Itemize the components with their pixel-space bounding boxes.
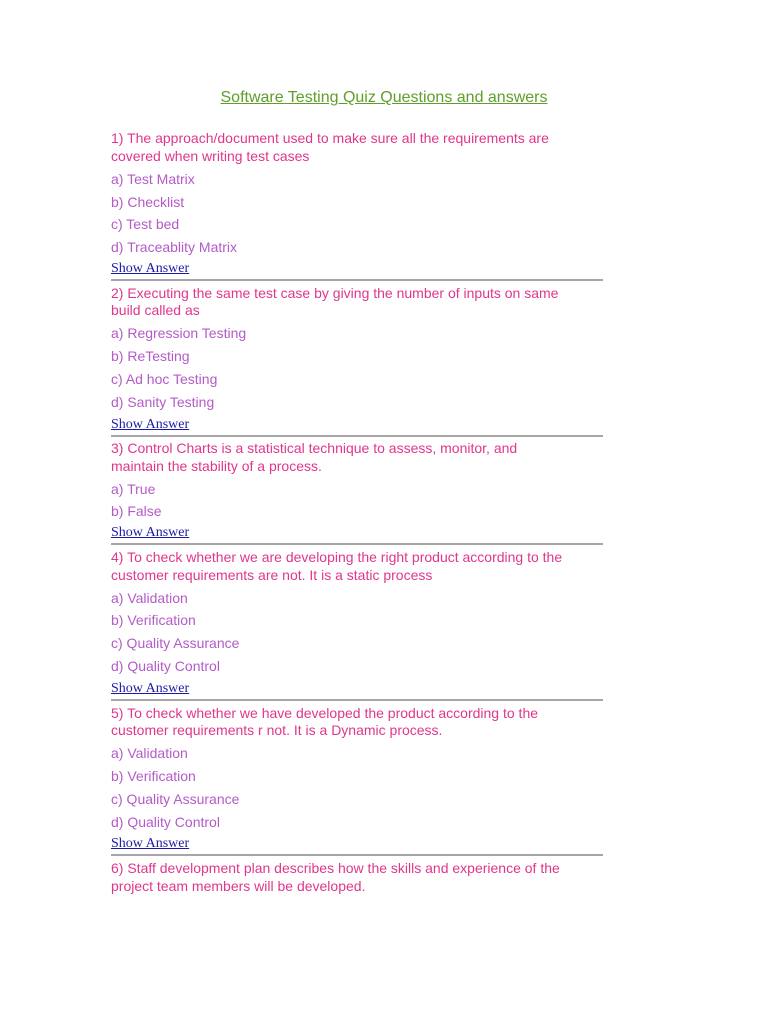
- question-2-option-b: b) ReTesting: [111, 348, 190, 364]
- question-5-option-d: d) Quality Control: [111, 814, 220, 830]
- question-1-text-line1: 1) The approach/document used to make sure all the requirements are: [111, 130, 549, 146]
- question-2-option-a: a) Regression Testing: [111, 325, 247, 341]
- question-3-option-a: a) True: [111, 481, 156, 497]
- question-5-option-b: b) Verification: [111, 768, 196, 784]
- question-5-text-line2: customer requirements r not. It is a Dynamic process.: [111, 722, 443, 738]
- question-3-text-line2: maintain the stability of a process.: [111, 458, 322, 474]
- question-2-text-line2: build called as: [111, 302, 200, 318]
- question-4-option-b: b) Verification: [111, 612, 196, 628]
- question-divider: [111, 279, 603, 281]
- question-4-option-a: a) Validation: [111, 590, 188, 606]
- question-2-option-d: d) Sanity Testing: [111, 394, 215, 410]
- question-5-text-line1: 5) To check whether we have developed the product according to the: [111, 705, 539, 721]
- question-1-text-line2: covered when writing test cases: [111, 148, 310, 164]
- question-4-text-line1: 4) To check whether we are developing the right product according to the: [111, 549, 563, 565]
- question-4-text-line2: customer requirements are not. It is a static process: [111, 567, 433, 583]
- question-5-option-a: a) Validation: [111, 745, 188, 761]
- question-4-option-c: c) Quality Assurance: [111, 635, 240, 651]
- question-divider: [111, 543, 603, 545]
- page-title: Software Testing Quiz Questions and answers: [220, 89, 548, 106]
- question-6-text-line2: project team members will be developed.: [111, 878, 366, 894]
- question-3-option-b: b) False: [111, 503, 162, 519]
- question-divider: [111, 854, 603, 856]
- show-answer-link-4[interactable]: Show Answer: [111, 681, 190, 696]
- question-3-text-line1: 3) Control Charts is a statistical technique to assess, monitor, and: [111, 440, 518, 456]
- question-divider: [111, 699, 603, 701]
- question-6-text-line1: 6) Staff development plan describes how the skills and experience of the: [111, 860, 560, 876]
- question-1-option-b: b) Checklist: [111, 194, 185, 210]
- show-answer-link-5[interactable]: Show Answer: [111, 836, 190, 851]
- show-answer-link-1[interactable]: Show Answer: [111, 261, 190, 276]
- question-1-option-d: d) Traceablity Matrix: [111, 239, 238, 255]
- question-2-option-c: c) Ad hoc Testing: [111, 371, 218, 387]
- show-answer-link-2[interactable]: Show Answer: [111, 417, 190, 432]
- question-1-option-a: a) Test Matrix: [111, 171, 195, 187]
- show-answer-link-3[interactable]: Show Answer: [111, 525, 190, 540]
- question-2-text-line1: 2) Executing the same test case by giving the number of inputs on same: [111, 285, 559, 301]
- question-divider: [111, 435, 603, 437]
- question-1-option-c: c) Test bed: [111, 216, 180, 232]
- question-5-option-c: c) Quality Assurance: [111, 791, 240, 807]
- question-4-option-d: d) Quality Control: [111, 658, 220, 674]
